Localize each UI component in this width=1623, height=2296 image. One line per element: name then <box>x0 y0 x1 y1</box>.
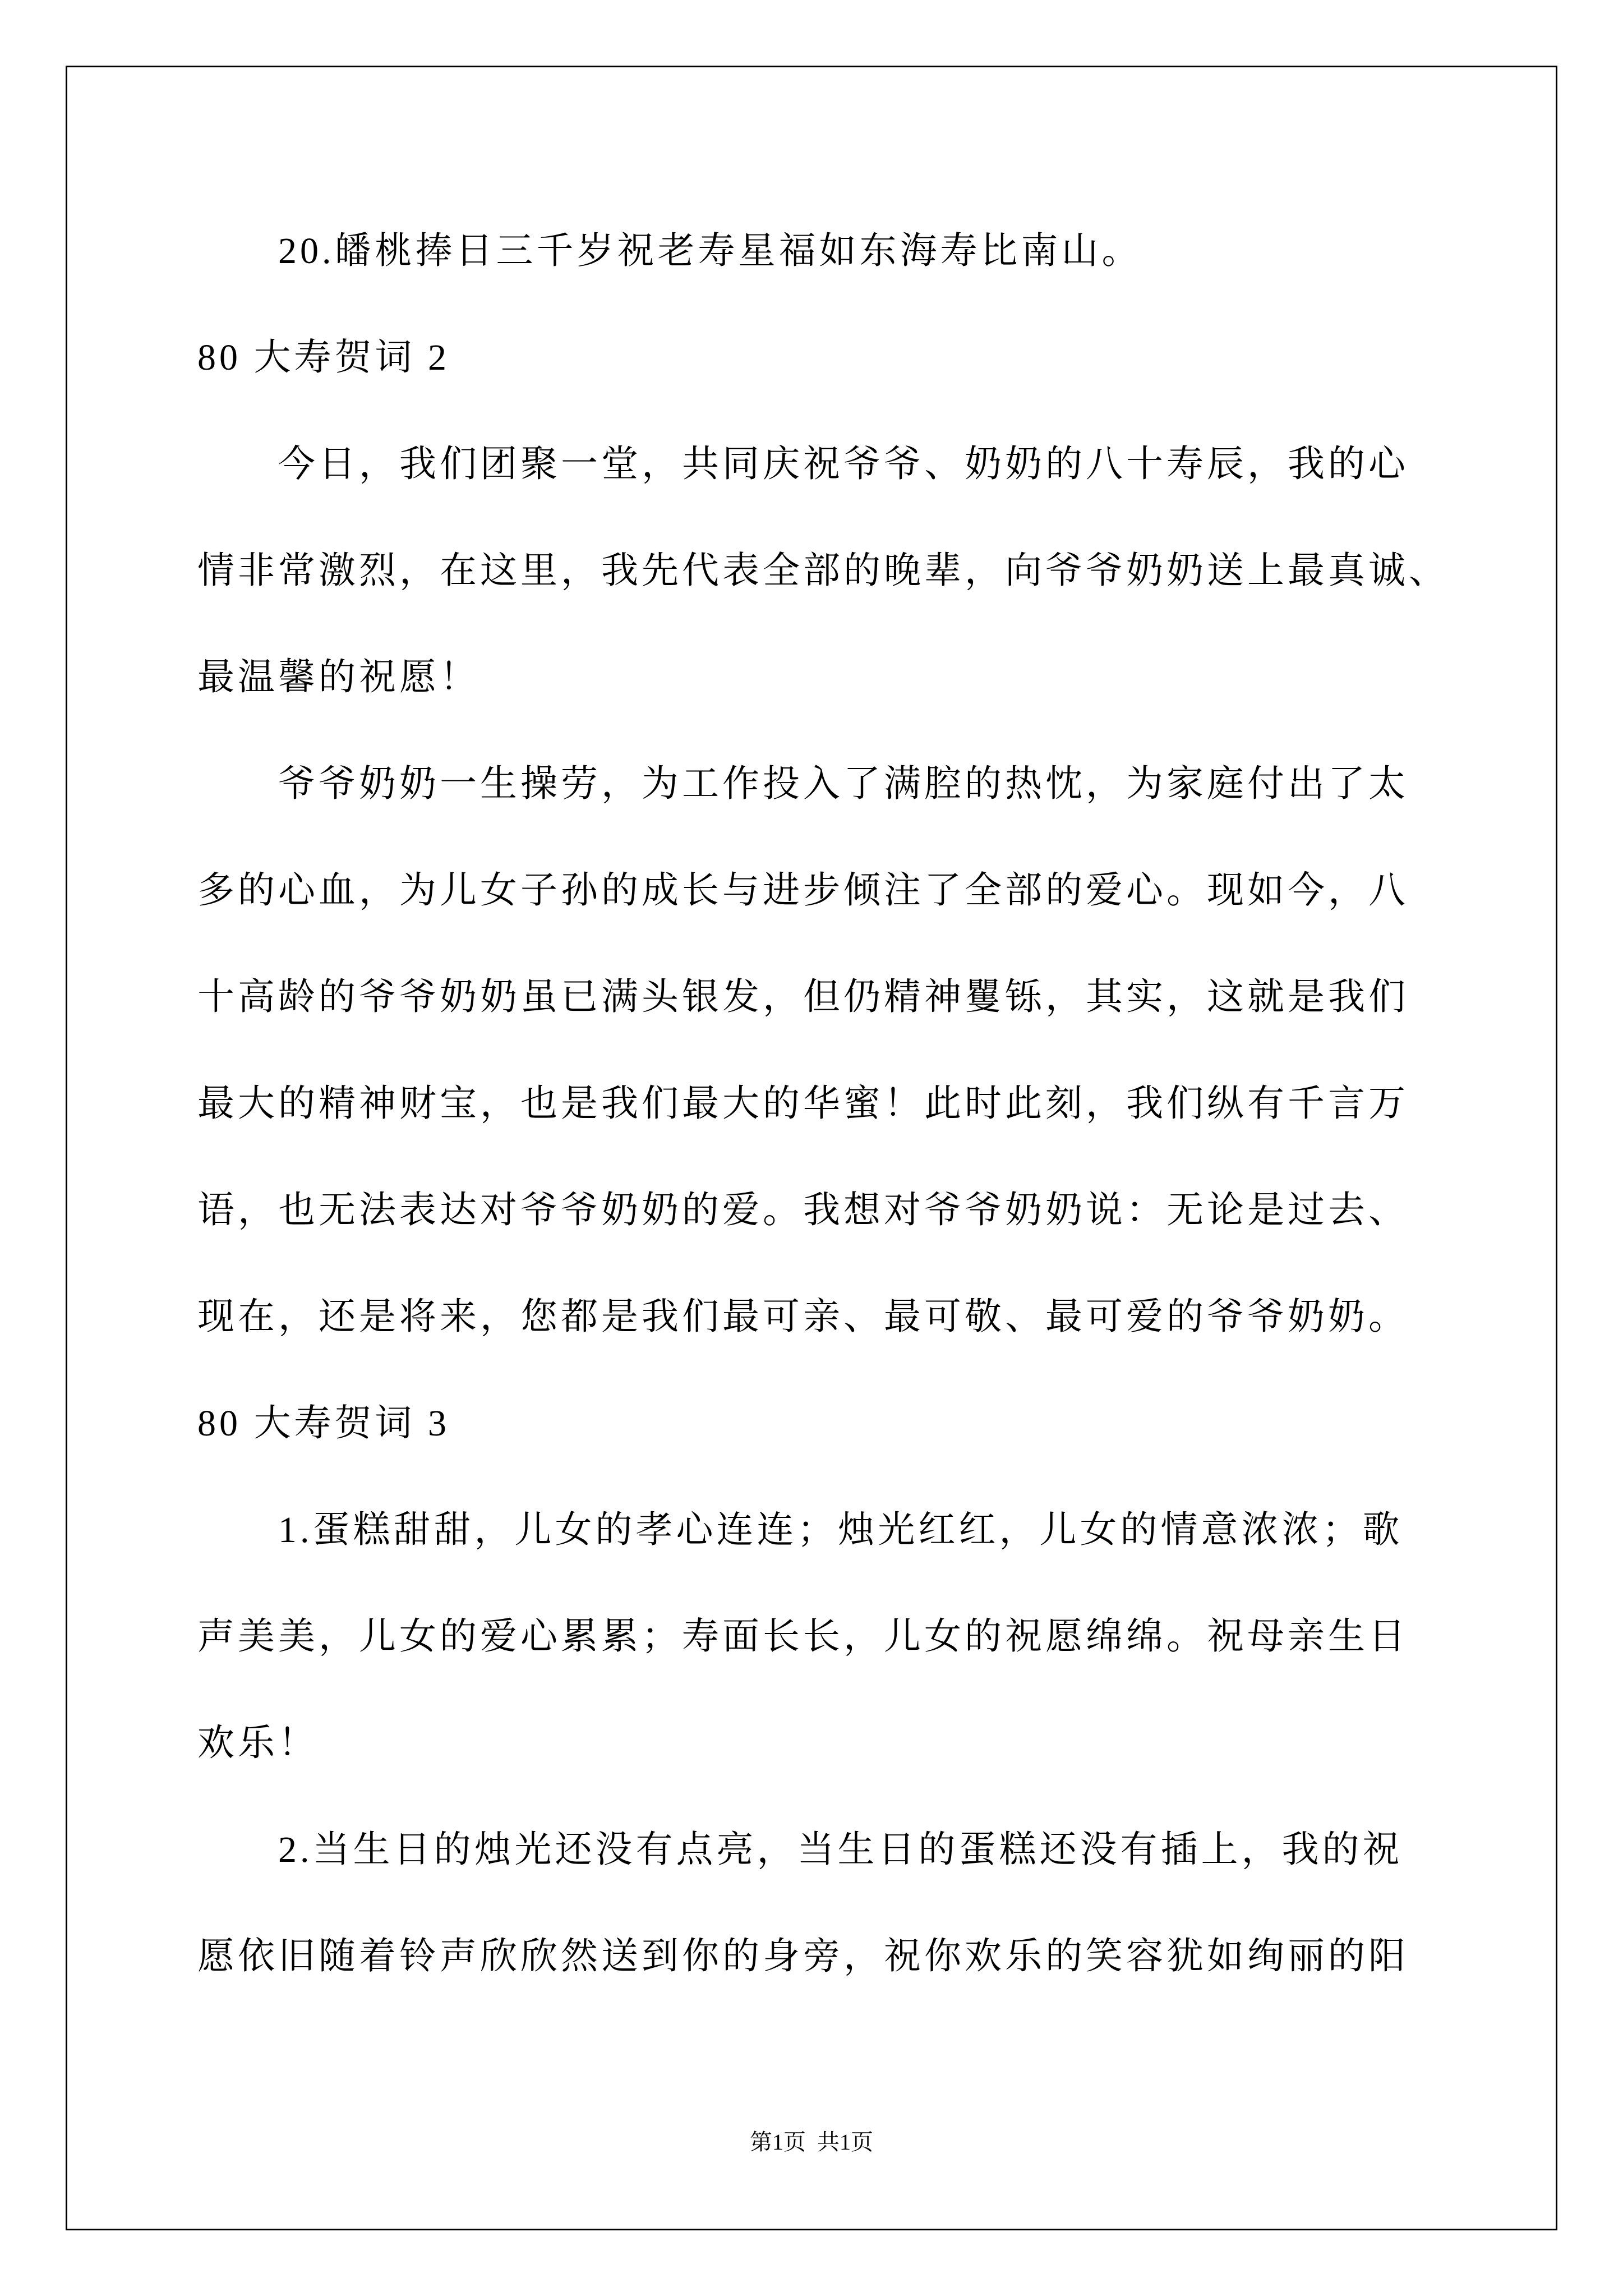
paragraph-line: 多的心血，为儿女子孙的成长与进步倾注了全部的爱心。现如今，八 <box>197 870 1409 911</box>
paragraph <box>197 411 1532 731</box>
paragraph-line: 情非常激烈，在这里，我先代表全部的晚辈，向爷爷奶奶送上最真诚、 <box>197 550 1449 591</box>
paragraph-line: 20.皤桃捧日三千岁祝老寿星福如东海寿比南山。 <box>278 231 1142 272</box>
document-body <box>197 198 1532 2010</box>
section-heading: 80 大寿贺词 3 <box>197 1403 450 1444</box>
paragraph-line: 最大的精神财宝，也是我们最大的华蜜！此时此刻，我们纵有千言万 <box>197 1083 1409 1124</box>
paragraph-line: 1.蛋糕甜甜，儿女的孝心连连；烛光红红，儿女的情意浓浓；歌 <box>278 1510 1403 1550</box>
paragraph-line: 爷爷奶奶一生操劳，为工作投入了满腔的热忱，为家庭付出了太 <box>278 763 1409 804</box>
section-heading-block <box>197 1370 1532 1477</box>
paragraph-line: 现在，还是将来，您都是我们最可亲、最可敬、最可爱的爷爷奶奶。 <box>197 1296 1409 1337</box>
paragraph-line: 声美美，儿女的爱心累累；寿面长长，儿女的祝愿绵绵。祝母亲生日 <box>197 1616 1409 1657</box>
paragraph-line: 2.当生日的烛光还没有点亮，当生日的蛋糕还没有插上，我的祝 <box>278 1829 1403 1870</box>
paragraph <box>197 731 1532 1370</box>
section-heading-block <box>197 305 1532 411</box>
paragraph <box>197 1797 1532 2010</box>
section-heading: 80 大寿贺词 2 <box>197 337 450 378</box>
page-footer: 第1页 共1页 <box>750 2129 873 2155</box>
paragraph <box>197 198 1532 305</box>
paragraph-line: 十高龄的爷爷奶奶虽已满头银发，但仍精神矍铄，其实，这就是我们 <box>197 977 1409 1018</box>
paragraph-line: 语，也无法表达对爷爷奶奶的爱。我想对爷爷奶奶说：无论是过去、 <box>197 1190 1409 1231</box>
paragraph-line: 今日，我们团聚一堂，共同庆祝爷爷、奶奶的八十寿辰，我的心 <box>278 444 1409 485</box>
paragraph-line: 欢乐！ <box>197 1723 319 1764</box>
paragraph-line: 愿依旧随着铃声欣欣然送到你的身旁，祝你欢乐的笑容犹如绚丽的阳 <box>197 1936 1409 1977</box>
paragraph <box>197 1477 1532 1797</box>
paragraph-line: 最温馨的祝愿！ <box>197 657 480 698</box>
